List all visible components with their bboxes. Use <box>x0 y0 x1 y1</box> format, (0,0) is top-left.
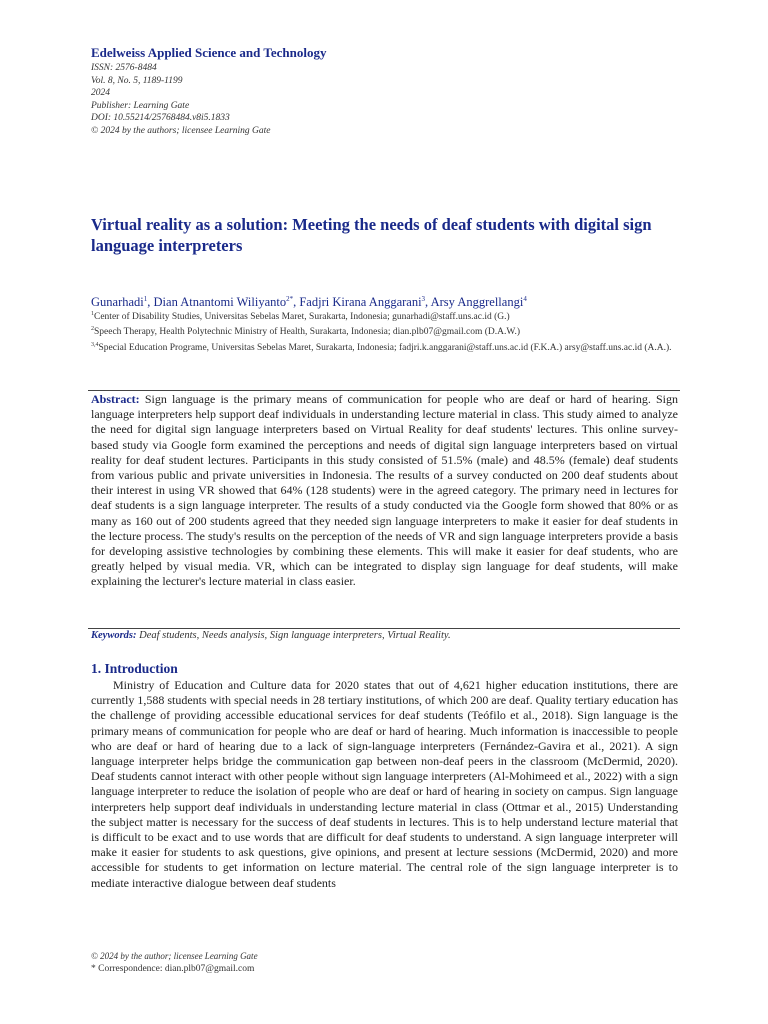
correspondence-label: * Correspondence: <box>91 964 163 974</box>
copyright-line: © 2024 by the authors; licensee Learning Gate <box>91 125 271 136</box>
year: 2024 <box>91 88 110 99</box>
author-sup: 2* <box>286 295 294 303</box>
abstract-top-rule <box>88 390 680 391</box>
paper-title: Virtual reality as a solution: Meeting the needs of deaf students with digital sign language interpreters <box>91 215 652 255</box>
affiliation <box>91 308 678 323</box>
author-sup: 1 <box>143 295 148 303</box>
abstract-text: Sign language is the primary means of communication for people who are deaf or hard of hearing. Sign language interpreters help support deaf individuals in understanding lecture material in class. This study aimed to analyze the need for digital sign language interpreters based on Virtual Reality for deaf students' lectures. This online survey-based study via Google form examined the perceptions and needs of digital sign language interpreters based on virtual reality for deaf student lectures. Participants in this study consisted of 51.5% (male) and 48.5% (female) deaf students from various public and private universities in Indonesia. The results of a survey conducted on 200 deaf students about their interest in using VR showed that 64% (128 students) were in the agreed category. The primary need in lectures for deaf students is a sign language interpreter. The results of a study conducted via the Google form showed that 80% or as many as 160 out of 200 students agreed that they needed sign language interpreters to make it easier for deaf students in the lecture process. The study's results on the perception of the needs of VR and sign language interpreters provide a basis for developing assistive technologies by combining these elements. This will make it easier for deaf students, who are greatly helped by visual media. VR, which can be integrated to display sign language for deaf students, will make explaining the lecturer's lecture material in class easier. <box>91 392 678 589</box>
affiliations <box>91 308 678 354</box>
journal-name: Edelweiss Applied Science and Technology <box>91 45 327 60</box>
author-sup: 4 <box>523 295 527 303</box>
author-name: Dian Atnantomi Wiliyanto <box>153 295 287 310</box>
author-name: Fadjri Kirana Anggarani <box>299 295 422 310</box>
keywords-label: Keywords: <box>91 630 137 641</box>
author-sup: 3 <box>421 295 426 303</box>
affiliation <box>91 323 678 338</box>
affiliation-text: Speech Therapy, Health Polytechnic Ministry of Health, Surakarta, Indonesia; dian.plb07@gmail.com (D.A.W.) <box>94 327 521 338</box>
author-name: Arsy Anggrellangi <box>430 295 524 310</box>
issn: ISSN: 2576-8484 <box>91 63 157 73</box>
footer-copyright: © 2024 by the author; licensee Learning Gate <box>91 951 258 961</box>
footer-correspondence <box>91 964 678 974</box>
abstract-bottom-rule <box>88 628 680 629</box>
affiliation-sup: 1 <box>91 311 94 317</box>
affiliation-text: Center of Disability Studies, Universitas Sebelas Maret, Surakarta, Indonesia; gunarhadi@staff.uns.ac.id (G.) <box>94 312 510 323</box>
affiliation <box>91 339 678 354</box>
affiliation-text: Special Education Programe, Universitas Sebelas Maret, Surakarta, Indonesia; fadjri.k.anggarani@staff.uns.ac.id (F.K.A.) arsy@staff.uns.ac.id (A.A.). <box>98 342 672 353</box>
journal-meta <box>91 62 678 138</box>
introduction-text: Ministry of Education and Culture data for 2020 states that out of 4,621 higher education institutions, there are currently 1,588 students with special needs in 28 tertiary institutions, of which 200 are deaf. Quality tertiary education has the challenge of providing accessible educational services for deaf students (Teófilo et al., 2018). Sign language is the primary means of communication for people who are deaf or hard of hearing. Much information is inaccessible to people who are deaf or hard of hearing due to a lack of sign-language interpreters (Fernández-Gavira et al., 2021). A sign language interpreter helps bridge the communication gap between non-deaf peers in the classroom (McDermid, 2020). Deaf students cannot interact with other people without sign language interpreters (Al-Mohimeed et al., 2022) with a sign language interpreter to reduce the isolation of people who are deaf or hard of hearing in society on campus. Sign language interpreters help support deaf individuals in understanding lecture material in class (Ottmar et al., 2015) Understanding the subject matter is necessary for the success of deaf students in lectures. This is to help understand lecture material that is difficult to be exact and to use words that are difficult for deaf students to understand. A sign language interpreter will make it easier for students to ask questions, give opinions, and present at lecture sessions (McDermid, 2020) and more accessible for students to get information on lecture material. The central role of the sign language interpreter is to mediate interactive dialogue between deaf students <box>91 678 678 890</box>
correspondence-email: dian.plb07@gmail.com <box>164 964 255 974</box>
doi: DOI: 10.55214/25768484.v8i5.1833 <box>91 113 230 124</box>
keywords-text: Deaf students, Needs analysis, Sign language interpreters, Virtual Reality. <box>139 630 451 641</box>
volume-info: Vol. 8, No. 5, 1189-1199 <box>91 75 183 86</box>
abstract <box>91 392 678 590</box>
keywords <box>91 630 678 641</box>
author-name: Gunarhadi <box>91 295 144 310</box>
affiliation-sup: 3,4 <box>91 341 99 348</box>
author-list: Gunarhadi$^1$, Dian Atnantomi Wiliyanto$^{2*}$, Fadjri Kirana Anggarani$^3$, Arsy Anggrellangi$^4$ <box>91 295 527 310</box>
section-heading: 1. Introduction <box>91 661 178 676</box>
abstract-label: Abstract: <box>91 392 140 406</box>
publisher: Publisher: Learning Gate <box>91 100 190 111</box>
affiliation-sup: 2 <box>91 326 94 333</box>
